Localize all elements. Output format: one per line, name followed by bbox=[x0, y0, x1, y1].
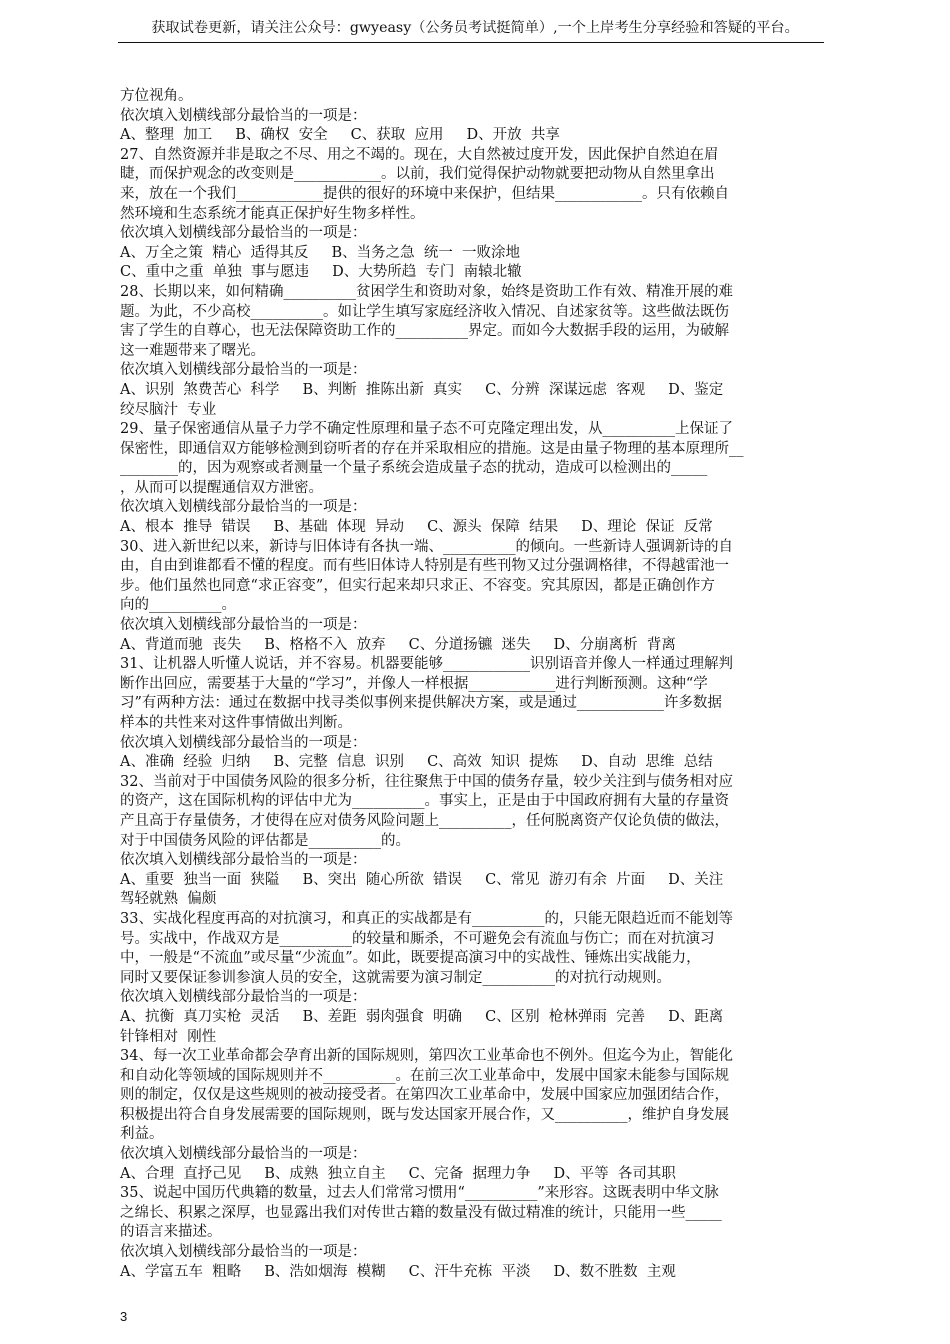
text-line: 断作出回应，需要基于大量的“学习”，并像人一样根据____________进行判断预测。这种“学 bbox=[120, 675, 708, 692]
text-line: 依次填入划横线部分最恰当的一项是： bbox=[120, 225, 367, 242]
text-line: 产且高于存量债务，才使得在应对债务风险问题上__________，任何脱离资产仅论负债的做法， bbox=[120, 812, 729, 829]
text-line: 28、长期以来，如何精确__________贫困学生和资助对象，始终是资助工作有效、精准开展的难 bbox=[120, 283, 733, 300]
text-line: 35、说起中国历代典籍的数量，过去人们常常习惯用“__________”来形容。这既表明中华文脉 bbox=[120, 1185, 719, 1202]
text-line: A、整理 加工 B、确权 安全 C、获取 应用 D、开放 共享 bbox=[120, 127, 560, 144]
text-line: A、重要 独当一面 狭隘 B、突出 随心所欲 错误 C、常见 游刃有余 片面 D、关注 bbox=[120, 871, 724, 888]
text-line: 的语言来描述。 bbox=[120, 1224, 222, 1241]
text-line: 之绵长、积累之深厚，也显露出我们对传世古籍的数量没有做过精准的统计，只能用一些_____ bbox=[120, 1204, 722, 1221]
text-line: 则的制定，仅仅是这些规则的被动接受者。在第四次工业革命中，发展中国家应加强团结合作， bbox=[120, 1087, 729, 1104]
text-line: 31、让机器人听懂人说话，并不容易。机器要能够____________识别语音并像人一样通过理解判 bbox=[120, 656, 733, 673]
text-line: 方位视角。 bbox=[120, 88, 193, 104]
text-line: 同时又要保证参训参演人员的安全，这就需要为演习制定__________的对抗行动规则。 bbox=[120, 969, 671, 986]
text-line: A、准确 经验 归纳 B、完整 信息 识别 C、高效 知识 提炼 D、自动 思维 总结 bbox=[120, 754, 713, 771]
text-line: 驾轻就熟 偏颇 bbox=[120, 891, 217, 908]
text-line: 27、自然资源并非是取之不尽、用之不竭的。现在，大自然被过度开发，因此保护自然迫在眉 bbox=[120, 146, 719, 163]
text-line: 依次填入划横线部分最恰当的一项是： bbox=[120, 499, 367, 516]
text-line: 由，自由到谁都看不懂的程度。而有些旧体诗人特别是有些刊物又过分强调格律，不得越雷池一 bbox=[120, 558, 729, 575]
document-body bbox=[120, 87, 832, 1282]
text-line: 来，放在一个我们____________提供的很好的环境中来保护，但结果____________。只有依赖自 bbox=[120, 185, 729, 202]
page-number: 3 bbox=[120, 1309, 128, 1324]
text-line: 依次填入划横线部分最恰当的一项是： bbox=[120, 852, 367, 869]
text-line: 保密性，即通信双方能够检测到窃听者的存在并采取相应的措施。这是由量子物理的基本原理所__ bbox=[120, 440, 744, 457]
text-line: 利益。 bbox=[120, 1126, 164, 1143]
text-line: 依次填入划横线部分最恰当的一项是： bbox=[120, 617, 367, 634]
text-line: 积极提出符合自身发展需要的国际规则，既与发达国家开展合作，又__________，维护自身发展 bbox=[120, 1106, 729, 1123]
text-line: 习”有两种方法：通过在数据中找寻类似事例来提供解决方案，或是通过____________许多数据 bbox=[120, 695, 722, 712]
text-line: 29、量子保密通信从量子力学不确定性原理和量子态不可克隆定理出发，从__________上保证了 bbox=[120, 421, 733, 438]
text-line: 题。为此，不少高校__________。如让学生填写家庭经济收入情况、自述家贫等。这些做法既伤 bbox=[120, 303, 729, 320]
text-line: 睫，而保护观念的改变则是____________。以前，我们觉得保护动物就要把动物从自然里拿出 bbox=[120, 166, 715, 183]
text-line: 和自动化等领域的国际规则并不__________。在前三次工业革命中，发展中国家未能参与国际规 bbox=[120, 1067, 729, 1084]
text-line: 30、进入新世纪以来，新诗与旧体诗有各执一端、__________的倾向。一些新诗人强调新诗的自 bbox=[120, 538, 733, 555]
text-line: A、根本 推导 错误 B、基础 体现 异动 C、源头 保障 结果 D、理论 保证 反常 bbox=[120, 519, 713, 536]
text-line: 样本的共性来对这件事情做出判断。 bbox=[120, 715, 352, 731]
text-line: 依次填入划横线部分最恰当的一项是： bbox=[120, 1244, 367, 1261]
text-line: A、万全之策 精心 适得其反 B、当务之急 统一 一败涂地 bbox=[120, 244, 521, 261]
text-line: 依次填入划横线部分最恰当的一项是： bbox=[120, 734, 367, 751]
text-line: 针锋相对 刚性 bbox=[120, 1028, 217, 1045]
text-line: 绞尽脑汁 专业 bbox=[120, 401, 217, 418]
header-divider bbox=[118, 42, 824, 43]
text-line: ________的，因为观察或者测量一个量子系统会造成量子态的扰动，造成可以检测出的_____ bbox=[120, 460, 708, 477]
page-header: 获取试卷更新，请关注公众号：gwyeasy（公务员考试挺简单）,一个上岸考生分享经验和答疑的平台。 bbox=[151, 20, 799, 36]
text-line: 33、实战化程度再高的对抗演习，和真正的实战都是有__________的，只能无限趋近而不能划等 bbox=[120, 910, 733, 927]
text-line: ，从而可以提醒通信双方泄密。 bbox=[120, 479, 323, 496]
text-line: A、合理 直抒己见 B、成熟 独立自主 C、完备 据理力争 D、平等 各司其职 bbox=[120, 1165, 676, 1182]
text-line: 32、当前对于中国债务风险的很多分析，往往聚焦于中国的债务存量，较少关注到与债务相对应 bbox=[120, 773, 733, 790]
text-line: 向的__________。 bbox=[120, 597, 236, 614]
text-line: 号。实战中，作战双方是__________的较量和厮杀，不可避免会有流血与伤亡；而在对抗演习 bbox=[120, 930, 715, 947]
text-line: 中，一般是“不流血”或尽量“少流血”。如此，既要提高演习中的实战性、锤炼出实战能力， bbox=[120, 950, 701, 967]
text-line: 然环境和生态系统才能真正保护好生物多样性。 bbox=[120, 205, 425, 222]
text-line: 依次填入划横线部分最恰当的一项是： bbox=[120, 107, 367, 124]
text-line: A、背道而驰 丧失 B、格格不入 放弃 C、分道扬镳 迷失 D、分崩离析 背离 bbox=[120, 636, 676, 653]
text-line: 依次填入划横线部分最恰当的一项是： bbox=[120, 989, 367, 1006]
text-line: 害了学生的自尊心，也无法保障资助工作的__________界定。而如今大数据手段的运用，为破解 bbox=[120, 323, 729, 340]
text-line: C、重中之重 单独 事与愿违 D、大势所趋 专门 南辕北辙 bbox=[120, 264, 522, 281]
text-line: A、抗衡 真刀实枪 灵活 B、差距 弱肉强食 明确 C、区别 枪林弹雨 完善 D、距离 bbox=[120, 1008, 724, 1025]
text-line: A、识别 煞费苦心 科学 B、判断 推陈出新 真实 C、分辨 深谋远虑 客观 D、鉴定 bbox=[120, 381, 724, 398]
text-line: 的资产，这在国际机构的评估中尤为__________。事实上，正是由于中国政府拥有大量的存量资 bbox=[120, 793, 729, 810]
text-line: 对于中国债务风险的评估都是__________的。 bbox=[120, 832, 410, 849]
text-line: 34、每一次工业革命都会孕育出新的国际规则，第四次工业革命也不例外。但迄今为止，智能化 bbox=[120, 1048, 733, 1065]
text-line: A、学富五车 粗略 B、浩如烟海 模糊 C、汗牛充栋 平淡 D、数不胜数 主观 bbox=[120, 1263, 676, 1280]
text-line: 这一难题带来了曙光。 bbox=[120, 342, 265, 359]
text-line: 依次填入划横线部分最恰当的一项是： bbox=[120, 362, 367, 379]
text-line: 依次填入划横线部分最恰当的一项是： bbox=[120, 1146, 367, 1163]
text-line: 步。他们虽然也同意“求正容变”，但实行起来却只求正、不容变。究其原因，都是正确创作方 bbox=[120, 577, 715, 594]
